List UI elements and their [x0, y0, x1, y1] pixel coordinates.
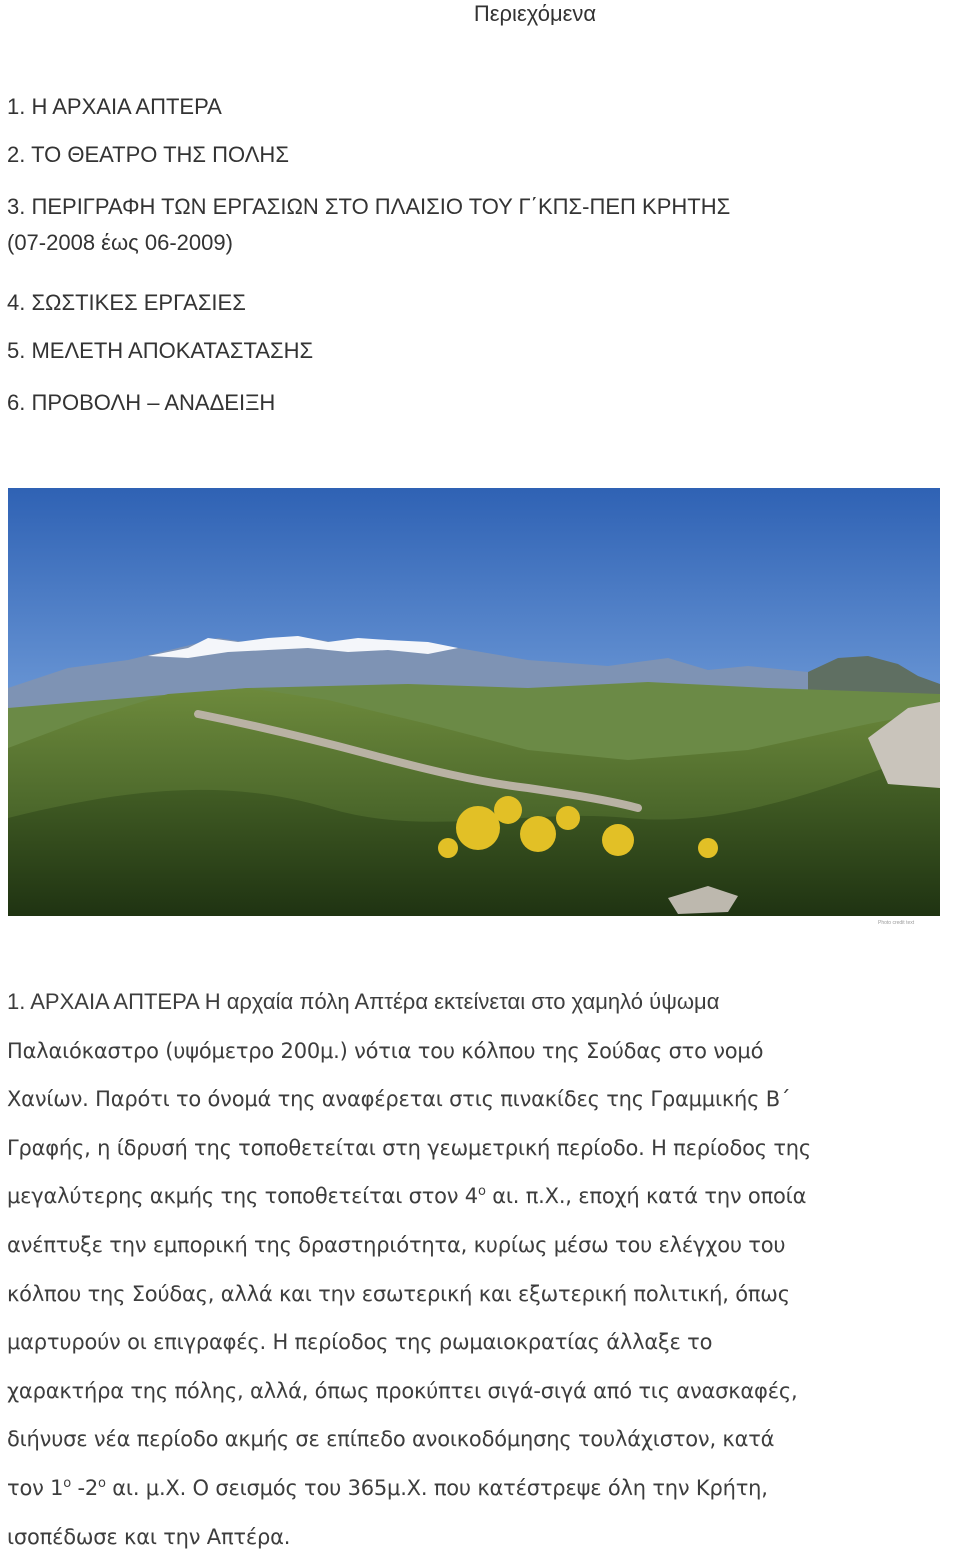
page-title: Περιεχόμενα: [473, 1, 597, 26]
paragraph-line: τον $1^o$ $-2^o$ αι. μ.Χ. Ο σεισμός του 365μ.Χ. που κατέστρεψε όλη την Κρήτη,: [7, 1475, 768, 1500]
toc-item[interactable]: 4. ΣΩΣΤΙΚΕΣ ΕΡΓΑΣΙΕΣ: [7, 290, 246, 315]
toc-item[interactable]: 1. Η ΑΡΧΑΙΑ ΑΠΤΕΡΑ: [7, 94, 222, 119]
paragraph-line: μεγαλύτερης ακμής της τοποθετείται στον $4^o$ αι. π.Χ., εποχή κατά την οποία: [7, 1184, 807, 1209]
toc-item[interactable]: 2. ΤΟ ΘΕΑΤΡΟ ΤΗΣ ΠΟΛΗΣ: [7, 142, 289, 167]
paragraph-line: κόλπου της Σούδας, αλλά και την εσωτερική και εξωτερική πολιτική, όπως: [7, 1281, 790, 1306]
toc-item[interactable]: 3. ΠΕΡΙΓΡΑΦΗ ΤΩΝ ΕΡΓΑΣΙΩΝ ΣΤΟ ΠΛΑΙΣΙΟ ΤΟΥ Γ΄ΚΠΣ-ΠΕΠ ΚΡΗΤΗΣ: [7, 194, 731, 219]
toc-item-continuation: (07-2008 έως 06-2009): [7, 230, 233, 255]
paragraph-line: ανέπτυξε την εμπορική της δραστηριότητα, κυρίως μέσω του ελέγχου του: [7, 1232, 786, 1257]
toc-item[interactable]: 5. ΜΕΛΕΤΗ ΑΠΟΚΑΤΑΣΤΑΣΗΣ: [7, 338, 314, 363]
article-paragraph: [7, 978, 959, 1561]
photo-credit: Photo credit text: [878, 920, 915, 926]
paragraph-line: μαρτυρούν οι επιγραφές. Η περίοδος της ρωμαιοκρατίας άλλαξε το: [7, 1330, 713, 1355]
paragraph-line: ισοπέδωσε και την Απτέρα.: [7, 1524, 291, 1549]
paragraph-line: Παλαιόκαστρο (υψόμετρο 200μ.) νότια του κόλπου της Σούδας στο νομό: [7, 1038, 764, 1063]
paragraph-line: Χανίων. Παρότι το όνομά της αναφέρεται στις πινακίδες της Γραμμικής Β΄: [7, 1087, 791, 1112]
paragraph-line: χαρακτήρα της πόλης, αλλά, όπως προκύπτει σιγά-σιγά από τις ανασκαφές,: [7, 1378, 798, 1403]
paragraph-line: διήνυσε νέα περίοδο ακμής σε επίπεδο ανοικοδόμησης τουλάχιστον, κατά: [7, 1427, 775, 1452]
paragraph-line: 1. ΑΡΧΑΙΑ ΑΠΤΕΡΑ Η αρχαία πόλη Απτέρα εκτείνεται στο χαμηλό ύψωμα: [7, 989, 720, 1014]
paragraph-line: Γραφής, η ίδρυσή της τοποθετείται στη γεωμετρική περίοδο. Η περίοδος της: [7, 1135, 812, 1160]
toc-item[interactable]: 6. ΠΡΟΒΟΛΗ – ΑΝΑΔΕΙΞΗ: [7, 390, 276, 415]
panorama-illustration: [8, 488, 940, 916]
landscape-photo: [8, 488, 940, 916]
